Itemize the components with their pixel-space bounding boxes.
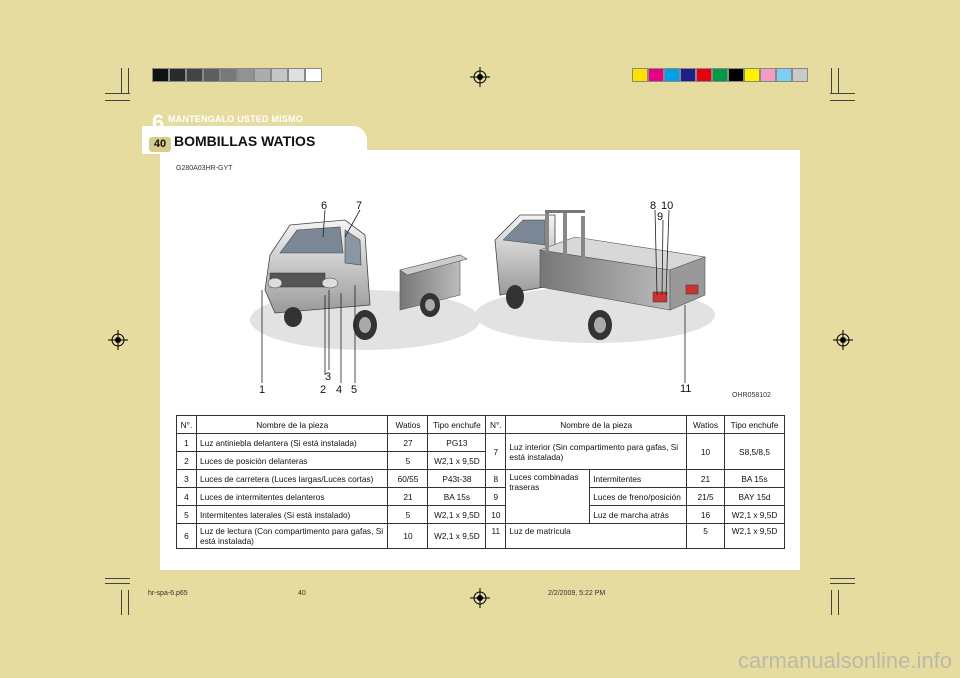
section-title: BOMBILLAS WATIOS	[174, 133, 316, 149]
cell-name: Luces de carretera (Luces largas/Luces cortas)	[196, 470, 388, 488]
cell-name: Luces de freno/posición	[590, 488, 687, 506]
registration-mark-icon	[833, 330, 853, 350]
callout-number: 1	[259, 384, 266, 396]
cell-type: P43t-38	[428, 470, 486, 488]
crop-mark	[830, 93, 855, 94]
calibration-swatch	[664, 68, 680, 82]
table-row	[177, 488, 785, 506]
callout-number: 11	[680, 383, 692, 395]
footer-page: 40	[298, 590, 306, 597]
cell-watts: 5	[687, 524, 725, 549]
crop-mark	[838, 590, 839, 615]
table-row	[177, 470, 785, 488]
cell-watts: 21	[388, 488, 428, 506]
calibration-swatch	[271, 68, 288, 82]
cell-name: Luz de lectura (Con compartimento para gafas, Si está instalada)	[196, 524, 388, 549]
crop-mark	[838, 68, 839, 93]
table-header-row	[177, 416, 785, 434]
header-cell: Watios	[388, 416, 428, 434]
cell-name: Intermitentes	[590, 470, 687, 488]
figure-code: OHR058102	[732, 392, 771, 399]
crop-mark	[105, 583, 130, 584]
crop-mark	[128, 590, 129, 615]
cell-watts: 10	[388, 524, 428, 549]
table-row	[177, 524, 785, 549]
crop-mark	[831, 68, 832, 93]
cell-type: W2,1 x 9,5D	[428, 452, 486, 470]
header-cell: Nombre de la pieza	[196, 416, 388, 434]
cell-watts: 10	[687, 434, 725, 470]
cell-number: 9	[486, 488, 506, 506]
front-truck-drawing	[250, 220, 480, 350]
crop-mark	[830, 100, 855, 101]
truck-illustration	[245, 195, 725, 400]
callout-number: 2	[320, 384, 327, 396]
cell-name: Luz de marcha atrás	[590, 506, 687, 524]
calibration-swatch	[220, 68, 237, 82]
crop-mark	[121, 590, 122, 615]
cell-watts: 16	[687, 506, 725, 524]
cell-watts: 5	[388, 452, 428, 470]
cell-type: BA 15s	[725, 470, 785, 488]
cell-watts: 5	[388, 506, 428, 524]
header-cell: N°.	[486, 416, 506, 434]
callout-number: 7	[356, 200, 363, 212]
callout-number: 6	[321, 200, 328, 212]
crop-mark	[105, 578, 130, 579]
footer-filename: hr-spa-6.p65	[148, 590, 188, 597]
table-row	[177, 506, 785, 524]
cell-number: 4	[177, 488, 197, 506]
cell-type: W2,1 x 9,5D	[725, 506, 785, 524]
calibration-swatch	[728, 68, 744, 82]
crop-mark	[121, 68, 122, 93]
cell-watts: 21	[687, 470, 725, 488]
calibration-swatch	[680, 68, 696, 82]
cell-number: 7	[486, 434, 506, 470]
cell-name: Luces de intermitentes delanteros	[196, 488, 388, 506]
cell-number: 2	[177, 452, 197, 470]
callout-number: 3	[325, 371, 332, 383]
calibration-swatch	[776, 68, 792, 82]
cell-type: BA 15s	[428, 488, 486, 506]
calibration-swatch	[712, 68, 728, 82]
cell-name: Luces de posición delanteras	[196, 452, 388, 470]
calibration-swatch	[152, 68, 169, 82]
cell-name: Luz de matrícula	[506, 524, 687, 549]
crop-mark	[830, 578, 855, 579]
rear-truck-drawing	[475, 210, 715, 343]
calibration-swatch	[792, 68, 808, 82]
calibration-swatch	[305, 68, 322, 82]
header-cell: Watios	[687, 416, 725, 434]
header-cell: N°.	[177, 416, 197, 434]
callout-number: 5	[351, 384, 358, 396]
header-cell: Tipo enchufe	[725, 416, 785, 434]
cell-number: 1	[177, 434, 197, 452]
crop-mark	[830, 583, 855, 584]
bulb-wattage-table	[176, 415, 785, 549]
calibration-swatch	[744, 68, 760, 82]
cell-type: S8,5/8,5	[725, 434, 785, 470]
cell-name: Luz antiniebla delantera (Si está instalada)	[196, 434, 388, 452]
calibration-swatch	[254, 68, 271, 82]
cell-watts: 27	[388, 434, 428, 452]
crop-mark	[105, 93, 130, 94]
footer-date: 2/2/2009, 5:22 PM	[548, 590, 606, 597]
watermark: carmanualsonline.info	[737, 648, 952, 673]
calibration-swatch	[237, 68, 254, 82]
calibration-swatch	[696, 68, 712, 82]
header-cell: Tipo enchufe	[428, 416, 486, 434]
cell-type: W2,1 x 9,5D	[428, 506, 486, 524]
cell-type: BAY 15d	[725, 488, 785, 506]
cell-type: PG13	[428, 434, 486, 452]
crop-mark	[128, 68, 129, 93]
calibration-swatch	[169, 68, 186, 82]
page-number: 40	[149, 137, 171, 152]
calibration-swatch	[288, 68, 305, 82]
cell-number: 10	[486, 506, 506, 524]
cell-watts: 21/5	[687, 488, 725, 506]
callout-number: 9	[657, 211, 664, 223]
crop-mark	[105, 100, 130, 101]
cell-number: 5	[177, 506, 197, 524]
chapter-title: MANTENGALO USTED MISMO	[168, 114, 303, 124]
cell-number: 8	[486, 470, 506, 488]
callout-number: 4	[336, 384, 343, 396]
cell-watts: 60/55	[388, 470, 428, 488]
cell-number: 6	[177, 524, 197, 549]
calibration-swatch	[186, 68, 203, 82]
calibration-swatch	[632, 68, 648, 82]
callout-number: 8	[650, 200, 657, 212]
calibration-swatch	[203, 68, 220, 82]
calibration-swatch	[760, 68, 776, 82]
calibration-swatch	[648, 68, 664, 82]
cell-type: W2,1 x 9,5D	[725, 524, 785, 549]
registration-mark-icon	[108, 330, 128, 350]
header-cell: Nombre de la pieza	[506, 416, 687, 434]
chapter-number: 6	[152, 110, 165, 135]
document-code: G280A03HR-GYT	[176, 165, 233, 172]
cell-number: 11	[486, 524, 506, 549]
cell-name: Luz interior (Sin compartimento para gafas, Si está instalada)	[506, 434, 687, 470]
cell-name: Intermitentes laterales (Si está instalado)	[196, 506, 388, 524]
cell-group-label: Luces combinadas traseras	[506, 470, 590, 524]
crop-mark	[831, 590, 832, 615]
table-row	[177, 434, 785, 452]
cell-type: W2,1 x 9,5D	[428, 524, 486, 549]
cell-number: 3	[177, 470, 197, 488]
registration-mark-icon	[470, 67, 490, 87]
callout-number: 10	[661, 200, 674, 212]
registration-mark-icon	[470, 588, 490, 608]
